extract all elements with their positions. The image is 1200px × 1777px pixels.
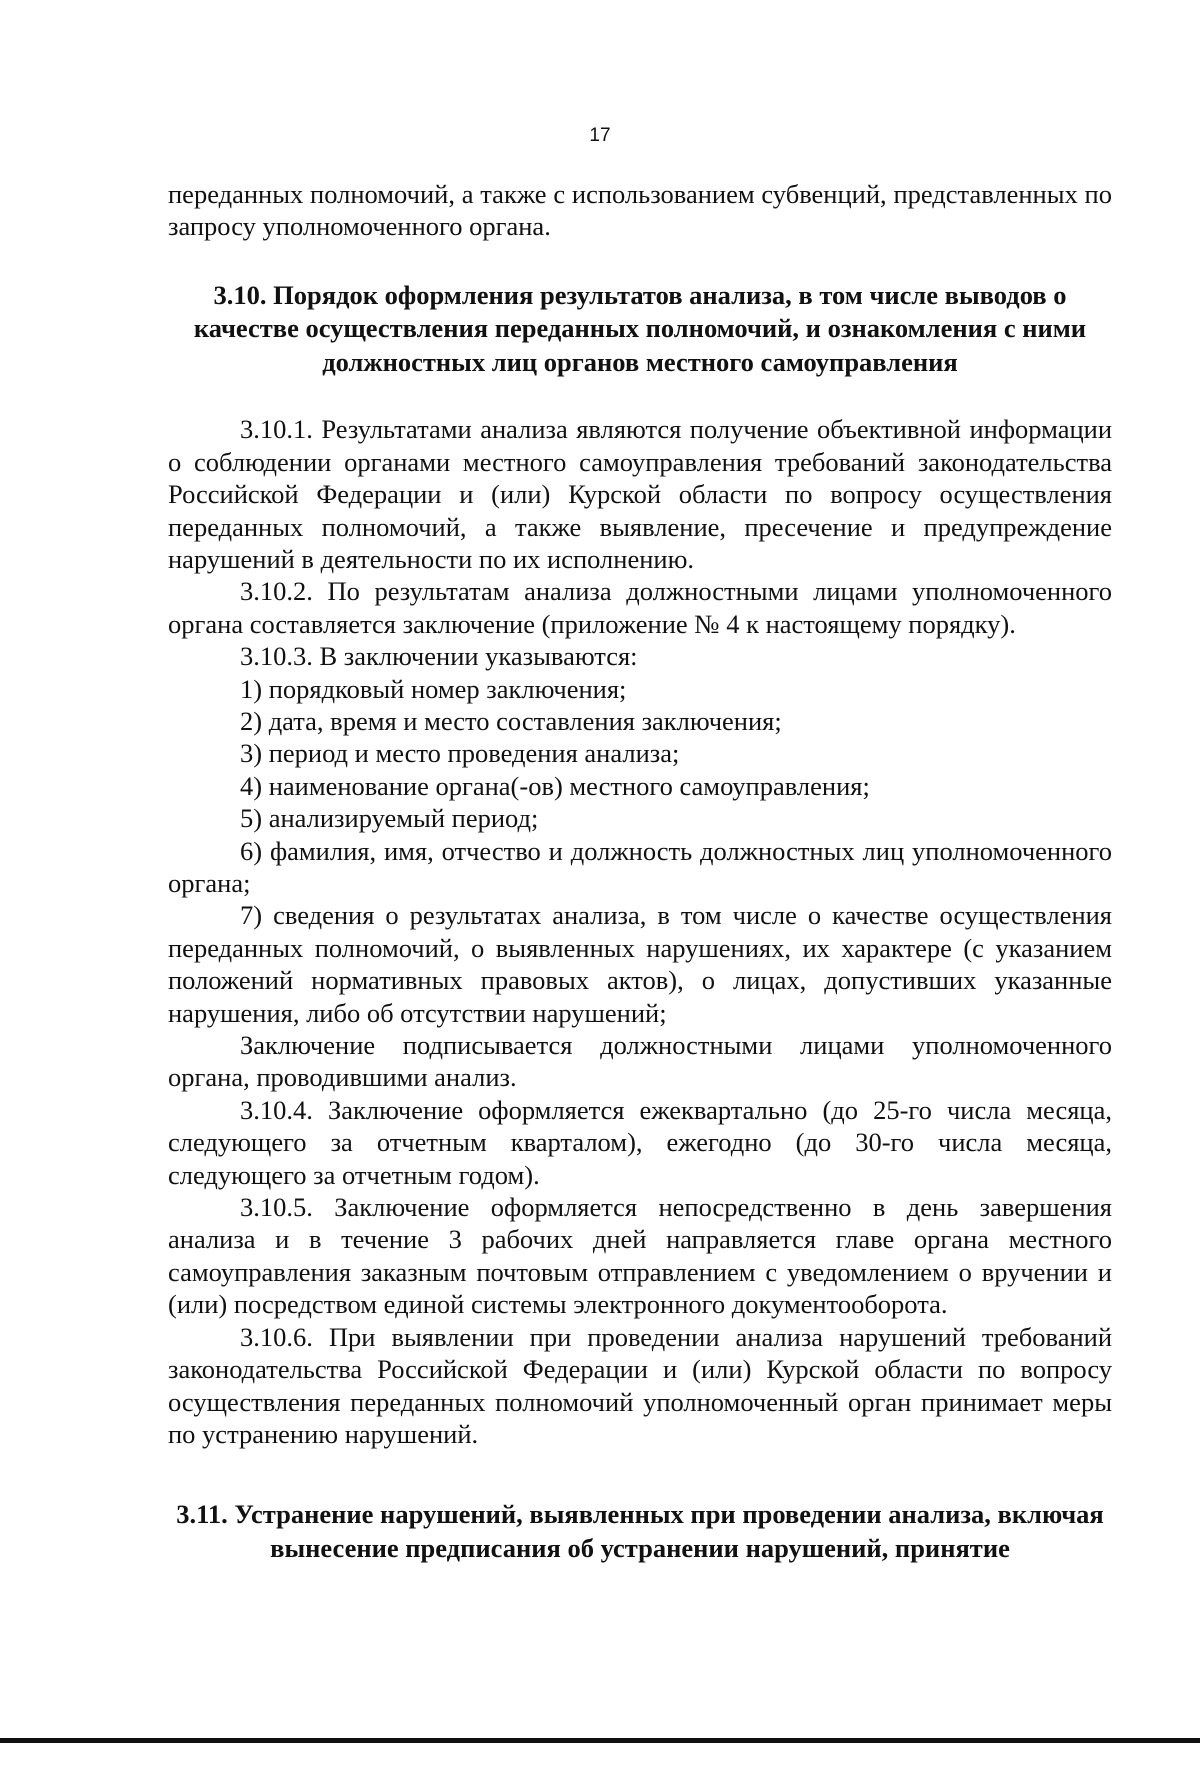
- spacer: [168, 243, 1112, 279]
- paragraph-3-10-6: 3.10.6. При выявлении при проведении анализа нарушений требований законодательства Российской Федерации и (или) Курской области по вопросу осуществления переданных полномочий уполномоченный орган принимает меры по устранению нарушений.: [168, 1321, 1112, 1449]
- bottom-rule: [0, 1738, 1200, 1743]
- paragraph-3-10-4: 3.10.4. Заключение оформляется ежеквартально (до 25-го числа месяца, следующего за отчетным кварталом), ежегодно (до 30-го числа месяца, следующего за отчетным годом).: [168, 1094, 1112, 1190]
- section-3-10-heading: 3.10. Порядок оформления результатов анализа, в том числе выводов о качестве осуществления переданных полномочий, и ознакомления с ними должностных лиц органов местного самоуправления: [193, 279, 1087, 377]
- continuation-paragraph: переданных полномочий, а также с использованием субвенций, представленных по запросу уполномоченного органа.: [168, 179, 1112, 242]
- list-item: 1) порядковый номер заключения;: [240, 673, 627, 704]
- list-item: 2) дата, время и место составления заключения;: [240, 705, 782, 736]
- paragraph-3-10-5: 3.10.5. Заключение оформляется непосредственно в день завершения анализа и в течение 3 рабочих дней направляется главе органа местного самоуправления заказным почтовым отправлением с уведомлением о вручении и (или) посредством единой системы электронного документооборота.: [168, 1192, 1112, 1320]
- list-item: 5) анализируемый период;: [240, 803, 539, 834]
- list-item: 7) сведения о результатах анализа, в том числе о качестве осуществления переданных полномочий, о выявленных нарушениях, их характере (с указанием положений нормативных правовых актов), о лицах, допустивших указанные нарушения, либо об отсутствии нарушений;: [168, 900, 1112, 1028]
- list-item: 3) период и место проведения анализа;: [240, 738, 680, 769]
- spacer: [168, 1450, 1112, 1498]
- document-body: [168, 178, 1112, 1565]
- list-item: 4) наименование органа(-ов) местного самоуправления;: [240, 770, 870, 801]
- paragraph-3-10-3: 3.10.3. В заключении указываются:: [240, 641, 638, 672]
- section-3-11-heading: 3.11. Устранение нарушений, выявленных при проведении анализа, включая вынесение предписания об устранении нарушений, принятие: [176, 1499, 1104, 1563]
- list-item: 6) фамилия, имя, отчество и должность должностных лиц уполномоченного органа;: [168, 835, 1112, 898]
- spacer: [168, 379, 1112, 413]
- paragraph-signature: Заключение подписывается должностными лицами уполномоченного органа, проводившими анализ.: [168, 1030, 1112, 1093]
- paragraph-3-10-2: 3.10.2. По результатам анализа должностными лицами уполномоченного органа составляется заключение (приложение № 4 к настоящему порядку).: [168, 576, 1112, 639]
- page-number: 17: [589, 125, 611, 146]
- paragraph-3-10-1: 3.10.1. Результатами анализа являются получение объективной информации о соблюдении органами местного самоуправления требований законодательства Российской Федерации и (или) Курской области по вопросу осуществления переданных полномочий, а также выявление, пресечение и предупреждение нарушений в деятельности по их исполнению.: [168, 414, 1112, 574]
